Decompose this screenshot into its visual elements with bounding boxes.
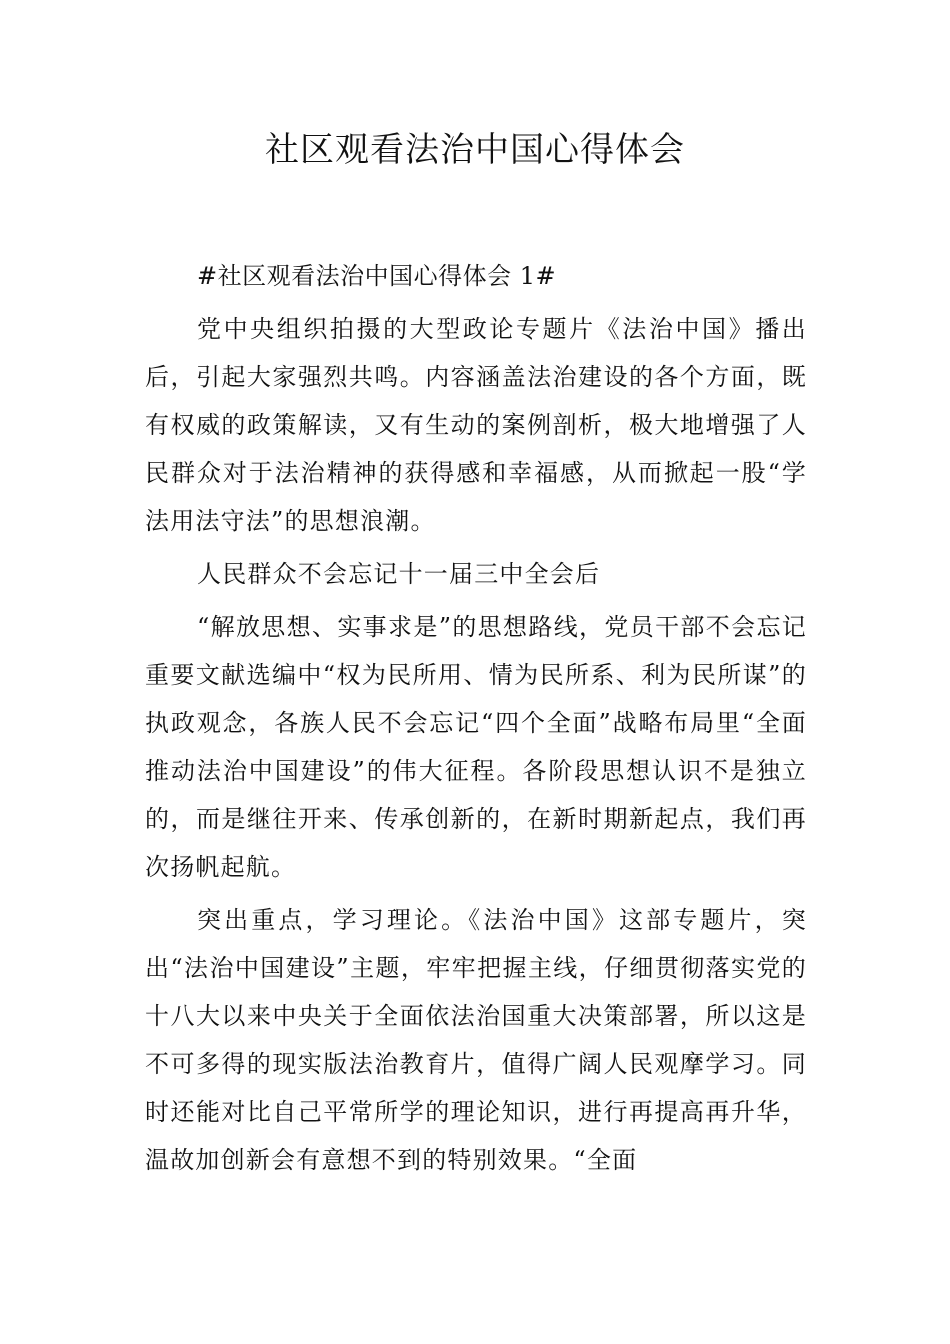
paragraph: “解放思想、实事求是”的思想路线，党员干部不会忘记重要文献选编中“权为民所用、情为民所系、利为民所谋”的执政观念，各族人民不会忘记“四个全面”战略布局里“全面推动法治中国建设”的伟大征程。各阶段思想认识不是独立的，而是继往开来、传承创新的，在新时期新起点，我们再次扬帆起航。: [145, 613, 807, 881]
document-title: 社区观看法治中国心得体会: [265, 130, 685, 170]
paragraph: 党中央组织拍摄的大型政论专题片《法治中国》播出后，引起大家强烈共鸣。内容涵盖法治建设的各个方面，既有权威的政策解读，又有生动的案例剖析，极大地增强了人民群众对于法治精神的获得感和幸福感，从而掀起一股“学法用法守法”的思想浪潮。: [145, 315, 807, 535]
section-heading: #社区观看法治中国心得体会 1#: [197, 262, 557, 290]
paragraph: 突出重点，学习理论。《法治中国》这部专题片，突出“法治中国建设”主题，牢牢把握主线，仔细贯彻落实党的十八大以来中央关于全面依法治国重大决策部署，所以这是不可多得的现实版法治教育片，值得广阔人民观摩学习。同时还能对比自己平常所学的理论知识，进行再提高再升华，温故加创新会有意想不到的特别效果。“全面: [145, 906, 807, 1174]
document-body: [145, 252, 807, 1189]
paragraph: 人民群众不会忘记十一届三中全会后: [197, 560, 601, 588]
